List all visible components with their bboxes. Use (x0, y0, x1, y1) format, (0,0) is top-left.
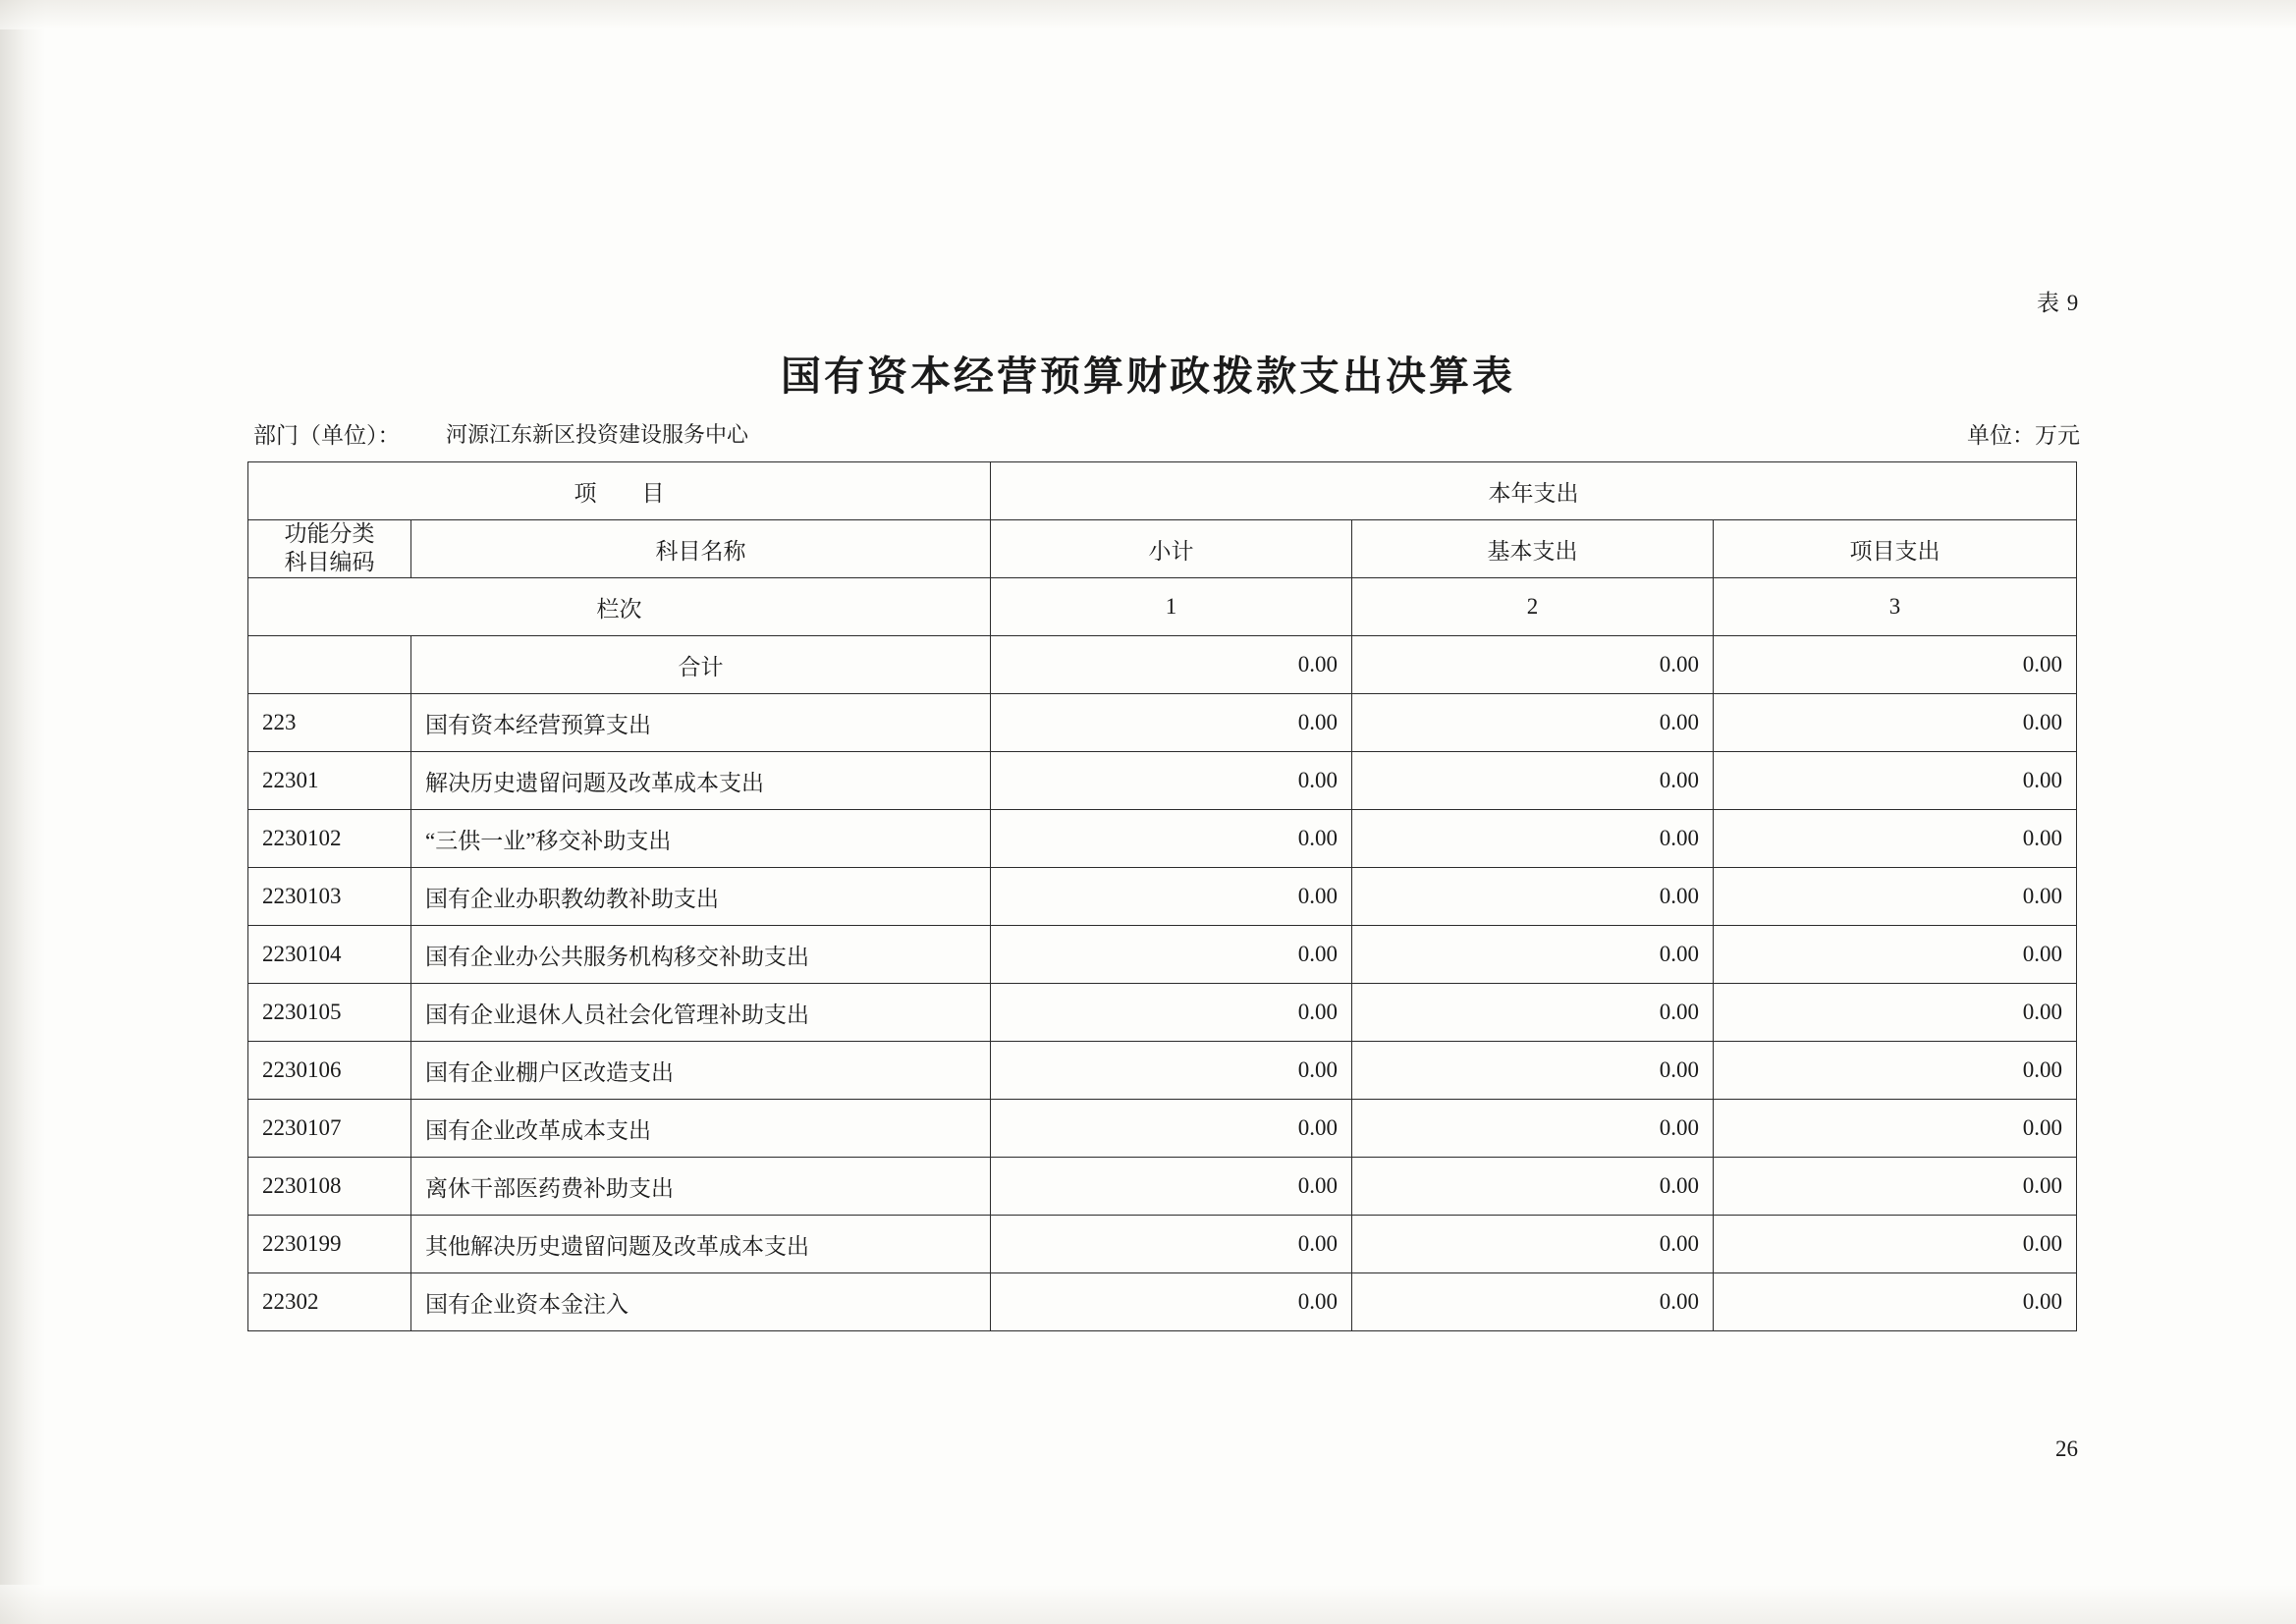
header-basic-col: 基本支出 (1352, 520, 1714, 578)
row-code: 2230106 (248, 1042, 411, 1100)
header-subtotal-col: 小计 (991, 520, 1352, 578)
table-row (248, 1042, 2077, 1100)
row-subtotal: 0.00 (991, 694, 1352, 752)
row-basic: 0.00 (1352, 752, 1714, 810)
row-name: 国有企业棚户区改造支出 (411, 1042, 991, 1100)
row-subtotal: 0.00 (991, 636, 1352, 694)
row-code: 2230199 (248, 1216, 411, 1273)
row-subtotal: 0.00 (991, 810, 1352, 868)
row-name: 合计 (411, 636, 991, 694)
row-project: 0.00 (1714, 926, 2077, 984)
row-subtotal: 0.00 (991, 868, 1352, 926)
row-project: 0.00 (1714, 810, 2077, 868)
row-name: 国有资本经营预算支出 (411, 694, 991, 752)
page-title: 国有资本经营预算财政拨款支出决算表 (781, 353, 1515, 399)
row-code: 2230107 (248, 1100, 411, 1158)
meta-row (253, 417, 2080, 449)
row-project: 0.00 (1714, 1158, 2077, 1216)
header-name-col: 科目名称 (411, 520, 991, 578)
row-code: 2230103 (248, 868, 411, 926)
row-subtotal: 0.00 (991, 984, 1352, 1042)
row-code: 2230105 (248, 984, 411, 1042)
row-basic: 0.00 (1352, 1273, 1714, 1331)
row-basic: 0.00 (1352, 926, 1714, 984)
row-subtotal: 0.00 (991, 1100, 1352, 1158)
row-project: 0.00 (1714, 1042, 2077, 1100)
table-row (248, 636, 2077, 694)
row-basic: 0.00 (1352, 868, 1714, 926)
table-header-row-cols (248, 520, 2077, 578)
row-name: 国有企业资本金注入 (411, 1273, 991, 1331)
row-name: 其他解决历史遗留问题及改革成本支出 (411, 1216, 991, 1273)
row-project: 0.00 (1714, 1100, 2077, 1158)
row-project: 0.00 (1714, 636, 2077, 694)
header-col-1: 1 (991, 578, 1352, 636)
department-label: 部门（单位）： (253, 423, 401, 448)
table-row (248, 1273, 2077, 1331)
row-basic: 0.00 (1352, 1216, 1714, 1273)
table-row (248, 1158, 2077, 1216)
header-col-3: 3 (1714, 578, 2077, 636)
header-col-2: 2 (1352, 578, 1714, 636)
row-project: 0.00 (1714, 1216, 2077, 1273)
row-project: 0.00 (1714, 1273, 2077, 1331)
row-subtotal: 0.00 (991, 1158, 1352, 1216)
row-project: 0.00 (1714, 752, 2077, 810)
row-basic: 0.00 (1352, 1100, 1714, 1158)
row-code (248, 636, 411, 694)
row-basic: 0.00 (1352, 1042, 1714, 1100)
row-project: 0.00 (1714, 868, 2077, 926)
row-name: 解决历史遗留问题及改革成本支出 (411, 752, 991, 810)
table-row (248, 752, 2077, 810)
scan-edge-top (0, 0, 2296, 29)
table-row (248, 926, 2077, 984)
row-code: 2230104 (248, 926, 411, 984)
table-header-row-group (248, 462, 2077, 520)
header-code-col-line1: 功能分类 (284, 521, 375, 547)
row-code: 2230108 (248, 1158, 411, 1216)
row-subtotal: 0.00 (991, 752, 1352, 810)
unit-label: 单位：万元 (1967, 423, 2080, 448)
row-code: 223 (248, 694, 411, 752)
row-name: “三供一业”移交补助支出 (411, 810, 991, 868)
header-code-col (248, 520, 411, 578)
row-basic: 0.00 (1352, 984, 1714, 1042)
row-project: 0.00 (1714, 984, 2077, 1042)
row-code: 22302 (248, 1273, 411, 1331)
row-name: 国有企业退休人员社会化管理补助支出 (411, 984, 991, 1042)
row-subtotal: 0.00 (991, 1042, 1352, 1100)
row-code: 2230102 (248, 810, 411, 868)
page-number: 26 (2055, 1436, 2078, 1461)
header-code-col-line2: 科目编码 (284, 550, 375, 574)
table-row (248, 984, 2077, 1042)
row-basic: 0.00 (1352, 636, 1714, 694)
table-row (248, 810, 2077, 868)
header-expenditure-group: 本年支出 (991, 462, 2077, 520)
row-basic: 0.00 (1352, 810, 1714, 868)
header-item-group: 项 目 (248, 462, 991, 520)
table-label: 表 9 (2037, 291, 2080, 315)
department-name: 河源江东新区投资建设服务中心 (446, 422, 749, 447)
table-row (248, 868, 2077, 926)
table-row (248, 1216, 2077, 1273)
table-header-row-index (248, 578, 2077, 636)
row-name: 国有企业办公共服务机构移交补助支出 (411, 926, 991, 984)
row-project: 0.00 (1714, 694, 2077, 752)
row-subtotal: 0.00 (991, 926, 1352, 984)
header-project-col: 项目支出 (1714, 520, 2077, 578)
row-name: 国有企业办职教幼教补助支出 (411, 868, 991, 926)
row-basic: 0.00 (1352, 694, 1714, 752)
row-subtotal: 0.00 (991, 1273, 1352, 1331)
scan-edge-left (0, 0, 45, 1624)
budget-table (247, 461, 2077, 1331)
table-row (248, 1100, 2077, 1158)
row-basic: 0.00 (1352, 1158, 1714, 1216)
header-row-label: 栏次 (248, 578, 991, 636)
row-name: 国有企业改革成本支出 (411, 1100, 991, 1158)
row-subtotal: 0.00 (991, 1216, 1352, 1273)
scan-edge-bottom (0, 1585, 2296, 1624)
row-name: 离休干部医药费补助支出 (411, 1158, 991, 1216)
row-code: 22301 (248, 752, 411, 810)
table-row (248, 694, 2077, 752)
